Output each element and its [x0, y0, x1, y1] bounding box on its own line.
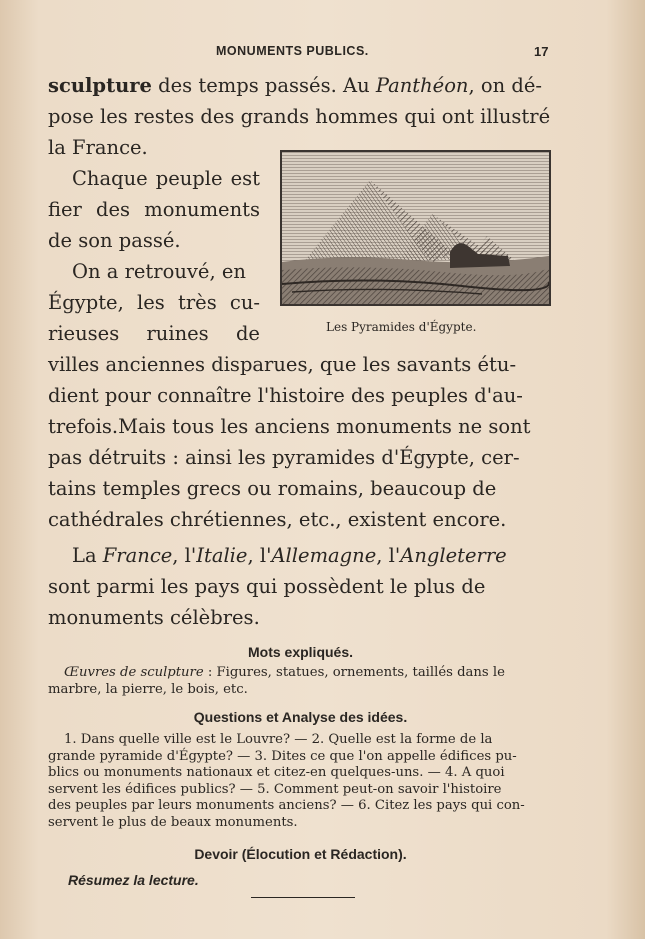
text-span: Italie: [196, 544, 248, 567]
text-span: cu-: [229, 291, 260, 314]
text-line: [48, 540, 553, 571]
text-line: [48, 318, 260, 349]
text-span: Allemagne: [271, 544, 377, 567]
text-line: blics ou monuments nationaux et citez-en quelques-uns. — 4. A quoi: [48, 765, 505, 781]
text-span: , l': [376, 544, 401, 567]
pyramids-engraving: [280, 150, 551, 306]
text-line: On a retrouvé, en: [72, 260, 246, 283]
questions-heading: Questions et Analyse des idées.: [193, 709, 408, 725]
closing-rule: [251, 897, 355, 898]
text-span: France: [102, 544, 173, 567]
text-line: pose les restes des grands hommes qui ont illustré: [48, 105, 551, 128]
mots-heading: Mots expliqués.: [247, 644, 354, 660]
text-line: villes anciennes disparues, que les savants étu-: [48, 353, 517, 376]
text-line: la France.: [48, 136, 148, 159]
text-line: [48, 194, 260, 225]
text-line: trefois.Mais tous les anciens monuments ne sont: [48, 415, 531, 438]
text-line: sont parmi les pays qui possèdent le plus de: [48, 575, 486, 598]
text-line: 1. Dans quelle ville est le Louvre? — 2. Quelle est la forme de la: [64, 732, 493, 747]
page-header: [0, 44, 645, 62]
text-span: , on dé-: [468, 74, 543, 97]
pyramids-illustration-icon: [282, 152, 549, 304]
text-line: [48, 287, 260, 318]
text-span: La: [72, 544, 103, 567]
text-span: sculpture: [48, 74, 152, 97]
text-span: des temps passés. Au: [151, 74, 376, 97]
questions-text: [48, 732, 556, 832]
text-span: est: [230, 167, 260, 190]
text-line: dient pour connaître l'histoire des peuples d'au-: [48, 384, 523, 407]
text-span: des: [96, 198, 131, 221]
text-line: de son passé.: [48, 229, 181, 252]
text-line: servent le plus de beaux monuments.: [48, 814, 298, 830]
devoir-heading: Devoir (Élocution et Rédaction).: [194, 846, 407, 862]
text-span: , l': [172, 544, 197, 567]
text-span: très: [178, 291, 217, 314]
resumez-instruction: Résumez la lecture.: [68, 872, 199, 888]
text-span: : Figures, statues, ornements, taillés dans le: [203, 665, 505, 680]
running-title: MONUMENTS PUBLICS.: [216, 44, 369, 58]
text-line: servent les édifices publics? — 5. Comment peut-on savoir l'histoire: [48, 781, 502, 797]
text-line: monuments célèbres.: [48, 606, 260, 629]
text-span: peuple: [155, 167, 223, 190]
text-line: marbre, la pierre, le bois, etc.: [48, 681, 248, 697]
text-line: [48, 70, 553, 101]
text-span: monuments: [144, 198, 260, 221]
text-line: [48, 163, 260, 194]
text-span: Angleterre: [400, 544, 507, 567]
text-span: Œuvres de sculpture: [64, 665, 204, 680]
text-line: cathédrales chrétiennes, etc., existent encore.: [48, 508, 507, 531]
page-number: 17: [534, 44, 549, 59]
paragraph-2: [48, 163, 263, 256]
text-span: Chaque: [72, 167, 148, 190]
text-span: fier: [48, 198, 82, 221]
text-line: [48, 665, 556, 682]
text-line: des peuples par leurs monuments anciens? — 6. Citez les pays qui con-: [48, 798, 525, 814]
text-line: tains temples grecs ou romains, beaucoup de: [48, 477, 497, 500]
text-line: grande pyramide d'Égypte? — 3. Dites ce que l'on appelle édifices pu-: [48, 748, 517, 764]
paragraph-4: [48, 540, 553, 633]
text-span: les: [137, 291, 165, 314]
text-span: ruines: [146, 322, 209, 345]
mots-text: [48, 665, 556, 698]
text-span: rieuses: [48, 322, 120, 345]
pyramids-figure: [280, 150, 551, 334]
figure-caption: Les Pyramides d'Égypte.: [326, 320, 477, 334]
text-span: Panthéon: [375, 74, 469, 97]
text-span: , l': [247, 544, 272, 567]
text-line: pas détruits : ainsi les pyramides d'Égypte, cer-: [48, 446, 520, 469]
text-span: de: [235, 322, 260, 345]
text-span: Égypte,: [48, 291, 124, 314]
